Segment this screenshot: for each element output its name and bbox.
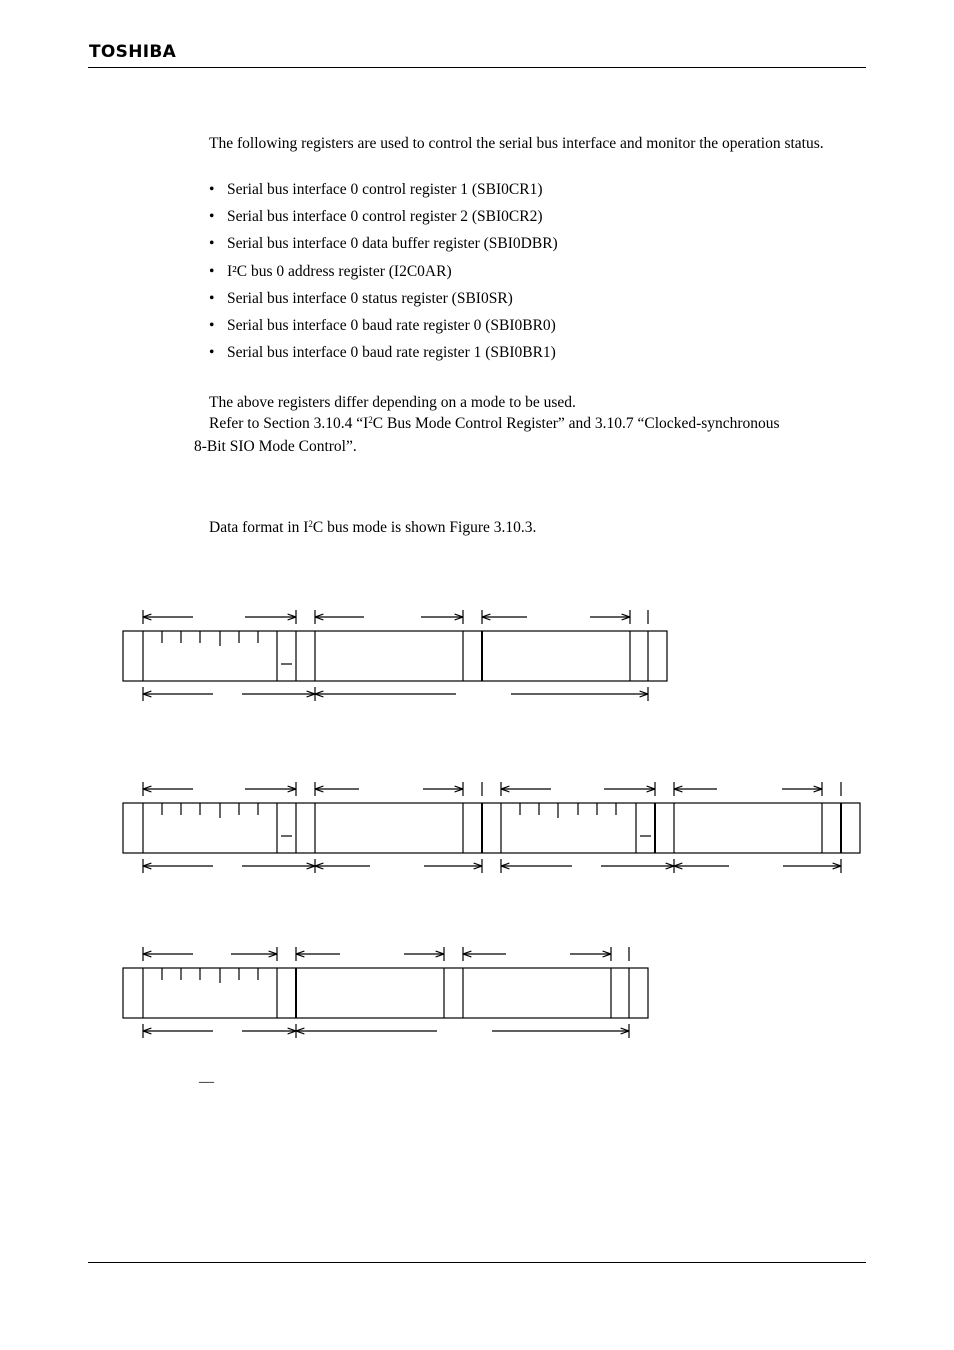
list-item: • Serial bus interface 0 control register 1 (SBI0CR1)	[209, 181, 543, 198]
bottom-arrows	[143, 859, 841, 873]
note-line-1: The above registers differ depending on a mode to be used.	[209, 394, 576, 411]
intro-sentence: The following registers are used to control the serial bus interface and monitor the operation status.	[209, 135, 824, 152]
caption-text-b: C bus mode is shown Figure 3.10.3.	[312, 519, 537, 536]
note-text-b: C Bus Mode Control Register” and 3.10.7 “Clocked-synchronous	[372, 415, 780, 432]
list-item: • Serial bus interface 0 data buffer register (SBI0DBR)	[209, 235, 558, 253]
bottom-arrows	[143, 687, 648, 701]
list-item: • Serial bus interface 0 control register 2 (SBI0CR2)	[209, 208, 543, 226]
frame-c	[123, 947, 648, 1038]
list-item: • Serial bus interface 0 baud rate register 1 (SBI0BR1)	[209, 344, 556, 362]
bit-ticks	[162, 968, 258, 983]
frame-b	[123, 782, 860, 873]
superscript: 2	[308, 519, 313, 529]
bit-ticks	[162, 631, 258, 646]
register-label: Serial bus interface 0 status register (SBI0SR)	[227, 289, 513, 307]
frame-a-box	[123, 631, 667, 681]
note-text-a: Refer to Section 3.10.4 “I	[209, 415, 369, 432]
superscript: 2	[368, 415, 373, 425]
register-label: I²C bus 0 address register (I2C0AR)	[227, 262, 452, 280]
footer-rule	[88, 1262, 866, 1263]
overbar-note-mark: —	[199, 1074, 214, 1090]
register-label: Serial bus interface 0 data buffer register (SBI0DBR)	[227, 235, 558, 253]
frame-c-box	[123, 968, 648, 1018]
toshiba-logo: TOSHIBA	[89, 42, 177, 62]
list-item: • Serial bus interface 0 status register (SBI0SR)	[209, 289, 513, 307]
top-arrows	[143, 782, 841, 796]
bit-ticks	[162, 803, 616, 818]
note-line-3: 8-Bit SIO Mode Control”.	[194, 438, 357, 455]
top-arrows	[143, 947, 629, 961]
top-arrows	[143, 610, 648, 624]
bottom-arrows	[143, 1024, 629, 1038]
register-label: Serial bus interface 0 control register 2 (SBI0CR2)	[227, 208, 543, 226]
caption-text-a: Data format in I	[209, 519, 309, 536]
register-label: Serial bus interface 0 control register 1 (SBI0CR1)	[227, 181, 543, 198]
frame-a	[123, 610, 667, 701]
register-label: Serial bus interface 0 baud rate register 0 (SBI0BR0)	[227, 316, 556, 334]
frame-b-box	[123, 803, 860, 853]
list-item: • Serial bus interface 0 baud rate register 0 (SBI0BR0)	[209, 316, 556, 334]
register-label: Serial bus interface 0 baud rate register 1 (SBI0BR1)	[227, 344, 556, 362]
list-item: • I²C bus 0 address register (I2C0AR)	[209, 262, 452, 280]
